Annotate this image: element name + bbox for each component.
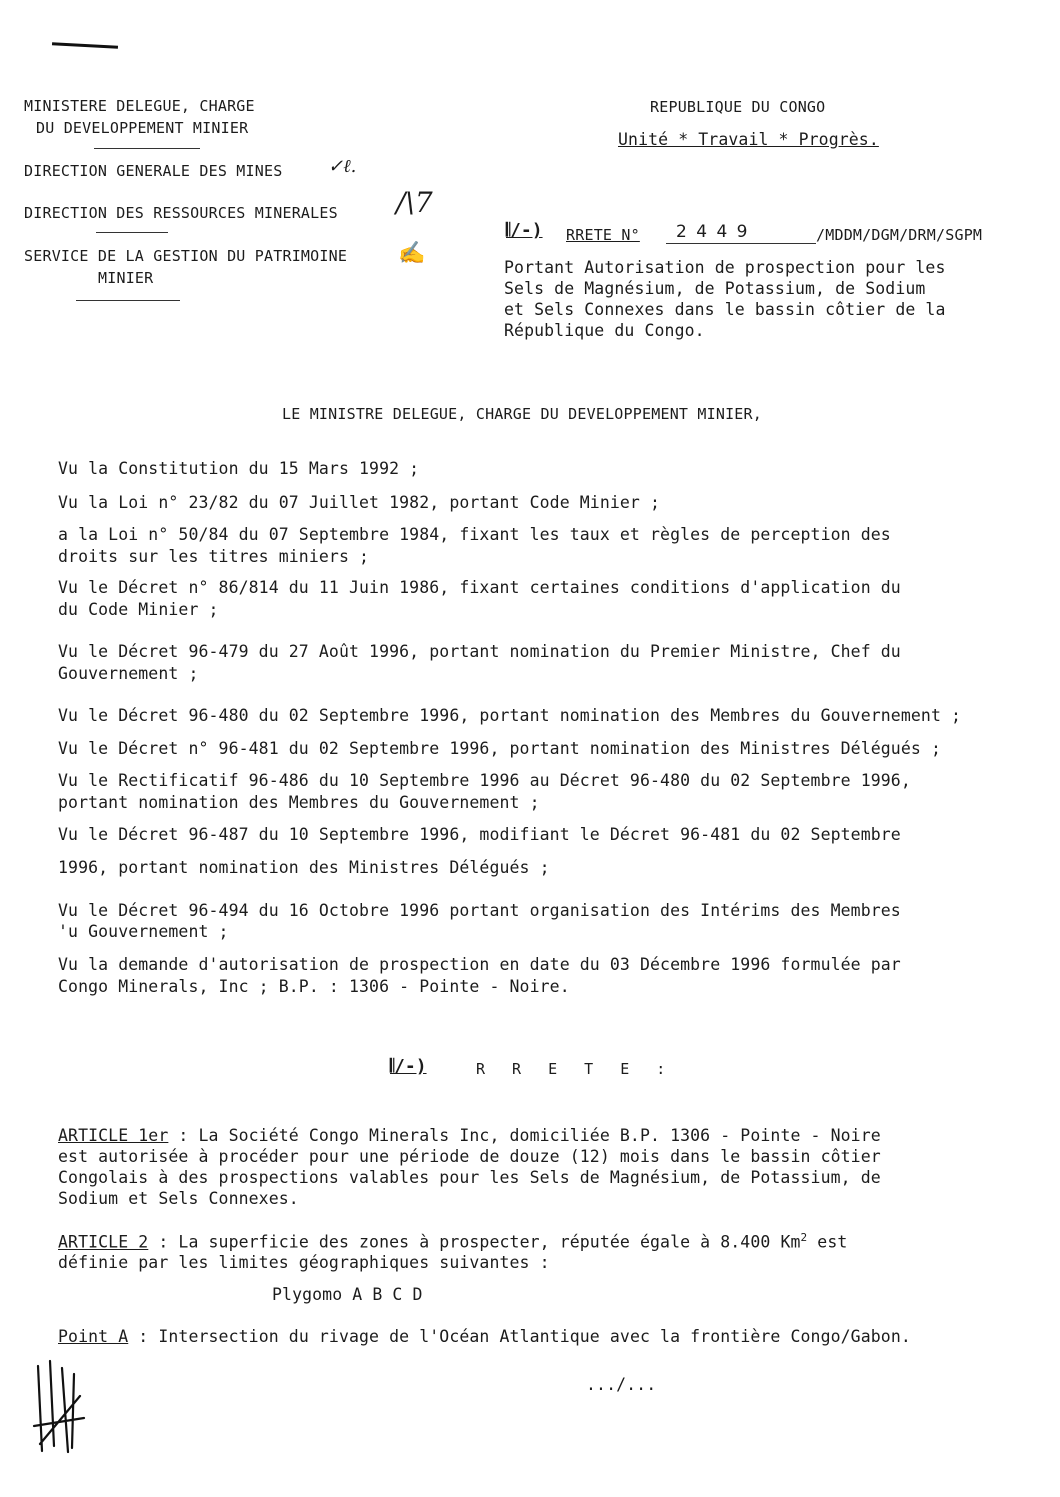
consideration-demande-line1: Vu la demande d'autorisation de prospection en date du 03 Décembre 1996 formulée par <box>58 955 901 974</box>
consideration-constitution: Vu la Constitution du 15 Mars 1992 ; <box>58 459 420 478</box>
consideration-demande-line2: Congo Minerals, Inc ; B.P. : 1306 - Pointe - Noire. <box>58 977 570 996</box>
consideration-decret-96-487-line2: 1996, portant nomination des Ministres Délégués ; <box>58 858 550 877</box>
pen-stroke-mark <box>52 42 118 48</box>
consideration-decret-96-481: Vu le Décret n° 96-481 du 02 Septembre 1996, portant nomination des Ministres Délégués ; <box>58 739 941 758</box>
directorate-resources: DIRECTION DES RESSOURCES MINERALES <box>24 204 338 222</box>
consideration-decret-96-480: Vu le Décret 96-480 du 02 Septembre 1996, portant nomination des Membres du Gouvernement ; <box>58 706 962 725</box>
minister-title: LE MINISTRE DELEGUE, CHARGE DU DEVELOPPEMENT MINIER, <box>282 405 762 423</box>
arrete-heading: R R E T E : <box>476 1060 675 1078</box>
consideration-decret-86-814-line2: du Code Minier ; <box>58 600 219 619</box>
country-name: REPUBLIQUE DU CONGO <box>650 98 826 116</box>
consideration-loi-50-84-line1: a la Loi n° 50/84 du 07 Septembre 1984, fixant les taux et règles de perception des <box>58 525 891 544</box>
page-continuation: .../... <box>586 1375 657 1394</box>
header-divider-3 <box>76 300 180 301</box>
consideration-loi-50-84-line2: droits sur les titres miniers ; <box>58 547 370 566</box>
article-2-superscript: 2 <box>800 1231 808 1244</box>
handwritten-initials-3: ✍ <box>398 240 426 266</box>
point-a-line <box>58 1327 911 1346</box>
ministry-line-2: DU DEVELOPPEMENT MINIER <box>36 119 249 137</box>
article-2-text-1: : La superficie des zones à prospecter, réputée égale à 8.400 Km <box>148 1232 801 1252</box>
decree-subject-line-2: Sels de Magnésium, de Potassium, de Sodium <box>504 279 926 298</box>
article-1-text-1: : La Société Congo Minerals Inc, domiciliée B.P. 1306 - Pointe - Noire <box>168 1126 881 1145</box>
consideration-decret-96-494-line2: 'u Gouvernement ; <box>58 922 229 941</box>
decree-subject-line-1: Portant Autorisation de prospection pour les <box>504 258 946 277</box>
decree-subject-line-3: et Sels Connexes dans le bassin côtier de la <box>504 300 946 319</box>
header-divider-1 <box>94 148 200 149</box>
directorate-general: DIRECTION GENERALE DES MINES <box>24 162 283 180</box>
consideration-decret-86-814-line1: Vu le Décret n° 86/814 du 11 Juin 1986, fixant certaines conditions d'application du <box>58 578 901 597</box>
decree-prefix: RRETE N° <box>566 226 640 244</box>
consideration-decret-96-479-line1: Vu le Décret 96-479 du 27 Août 1996, portant nomination du Premier Ministre, Chef du <box>58 642 901 661</box>
article-1-line-4: Sodium et Sels Connexes. <box>58 1189 299 1208</box>
ministry-line-1: MINISTERE DELEGUE, CHARGE <box>24 97 255 115</box>
article-1-label: ARTICLE 1er <box>58 1126 169 1145</box>
decree-number-underline <box>666 243 816 244</box>
point-a-text: : Intersection du rivage de l'Océan Atlantique avec la frontière Congo/Gabon. <box>128 1327 911 1346</box>
consideration-decret-96-494-line1: Vu le Décret 96-494 du 16 Octobre 1996 portant organisation des Intérims des Membres <box>58 901 901 920</box>
consideration-rectificatif-96-486-line2: portant nomination des Membres du Gouvernement ; <box>58 793 540 812</box>
header-divider-2 <box>96 232 168 233</box>
article-1-line-1 <box>58 1126 881 1145</box>
handwritten-initials-2: /\7 <box>396 186 433 219</box>
consideration-decret-96-479-line2: Gouvernement ; <box>58 664 199 683</box>
article-1-line-3: Congolais à des prospections valables pour les Sels de Magnésium, de Potassium, de <box>58 1168 881 1187</box>
arrete-monogram-icon: 𝄃/-) <box>506 220 543 241</box>
handwritten-paraph-icon <box>28 1356 88 1456</box>
polygon-label: Plygomo A B C D <box>272 1285 423 1304</box>
national-motto: Unité * Travail * Progrès. <box>618 130 879 149</box>
consideration-decret-96-487-line1: Vu le Décret 96-487 du 10 Septembre 1996, modifiant le Décret 96-481 du 02 Septembre <box>58 825 901 844</box>
article-2-text-1-end: est <box>807 1232 848 1252</box>
point-a-label: Point A <box>58 1327 129 1346</box>
article-2-line-1 <box>58 1231 847 1252</box>
service-line-2: MINIER <box>98 269 154 287</box>
handwritten-initials-1: ✓ℓ. <box>328 156 357 177</box>
decree-number: 2 4 4 9 <box>676 222 750 242</box>
arrete-heading-monogram-icon: 𝄃/-) <box>390 1056 427 1077</box>
service-line-1: SERVICE DE LA GESTION DU PATRIMOINE <box>24 247 348 265</box>
article-2-label: ARTICLE 2 <box>58 1232 149 1252</box>
decree-reference: /MDDM/DGM/DRM/SGPM <box>816 226 983 244</box>
article-2-line-2: définie par les limites géographiques suivantes : <box>58 1253 550 1272</box>
article-1-line-2: est autorisée à procéder pour une période de douze (12) mois dans le bassin côtier <box>58 1147 881 1166</box>
consideration-loi-23-82: Vu la Loi n° 23/82 du 07 Juillet 1982, portant Code Minier ; <box>58 493 661 512</box>
decree-subject-line-4: République du Congo. <box>504 321 705 340</box>
consideration-rectificatif-96-486-line1: Vu le Rectificatif 96-486 du 10 Septembre 1996 au Décret 96-480 du 02 Septembre 1996, <box>58 771 911 790</box>
